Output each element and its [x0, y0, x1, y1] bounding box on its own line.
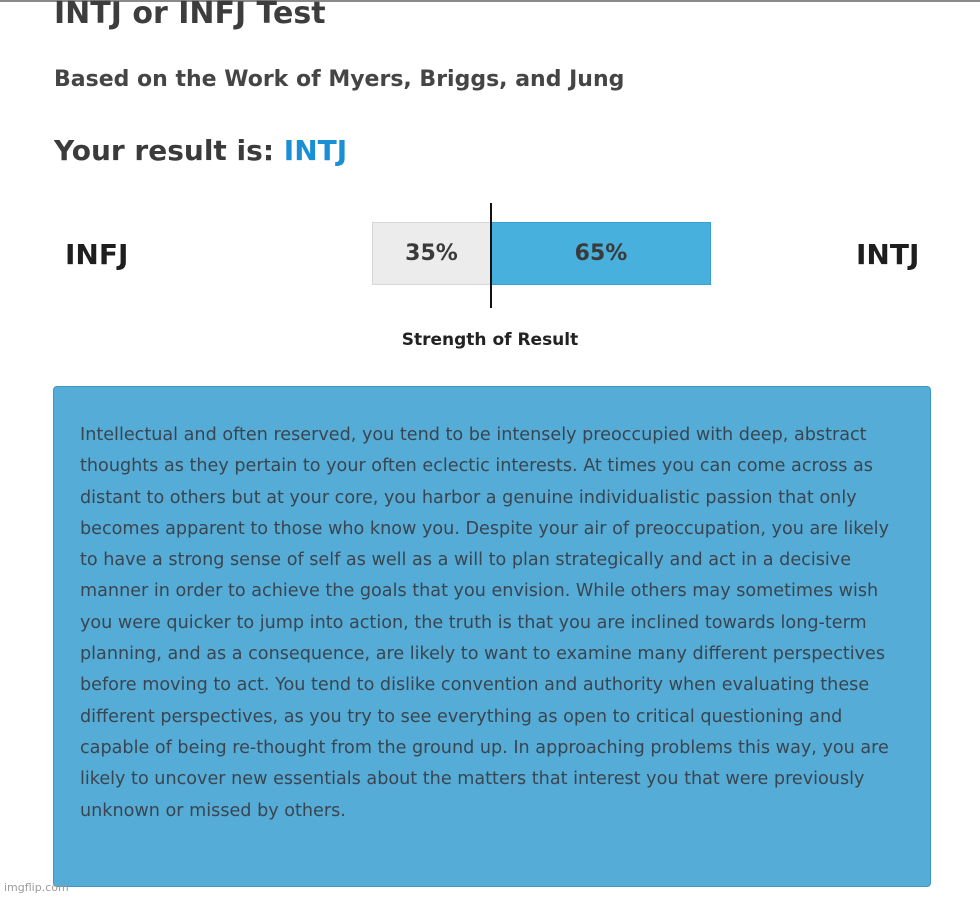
result-prefix: Your result is:: [54, 134, 275, 167]
result-description-box: [53, 386, 931, 887]
right-percent-label: 65%: [574, 241, 628, 266]
right-type-label: INTJ: [856, 238, 920, 271]
left-type-label: INFJ: [65, 238, 129, 271]
result-heading: [54, 132, 347, 170]
watermark: imgflip.com: [4, 881, 69, 894]
result-value: INTJ: [283, 134, 348, 167]
bar-center-marker: [490, 203, 492, 308]
result-strength-bar: [372, 222, 711, 285]
page-subtitle: Based on the Work of Myers, Briggs, and Jung: [54, 67, 625, 92]
result-description-text: Intellectual and often reserved, you tend to be intensely preoccupied with deep, abstract thoughts as they pertain to your often eclectic interests. At times you can come across as distant to others but at your core, you harbor a genuine individualistic passion that only becomes apparent to those who know you. Despite your air of preoccupation, you are likely to have a strong sense of self as well as a will to plan strategically and act in a decisive manner in order to achieve the goals that you envision. While others may sometimes wish you were quicker to jump into action, the truth is that you are inclined towards long-term planning, and as a consequence, are likely to want to examine many different perspectives before moving to act. You tend to dislike convention and authority when evaluating these different perspectives, as you try to see everything as open to critical questioning and capable of being re-thought from the ground up. In approaching problems this way, you are likely to uncover new essentials about the matters that interest you that were previously unknown or missed by others.: [80, 425, 889, 821]
left-percent-label: 35%: [405, 241, 458, 266]
strength-caption: Strength of Result: [401, 330, 579, 350]
page-title: INTJ or INFJ Test: [54, 0, 326, 31]
